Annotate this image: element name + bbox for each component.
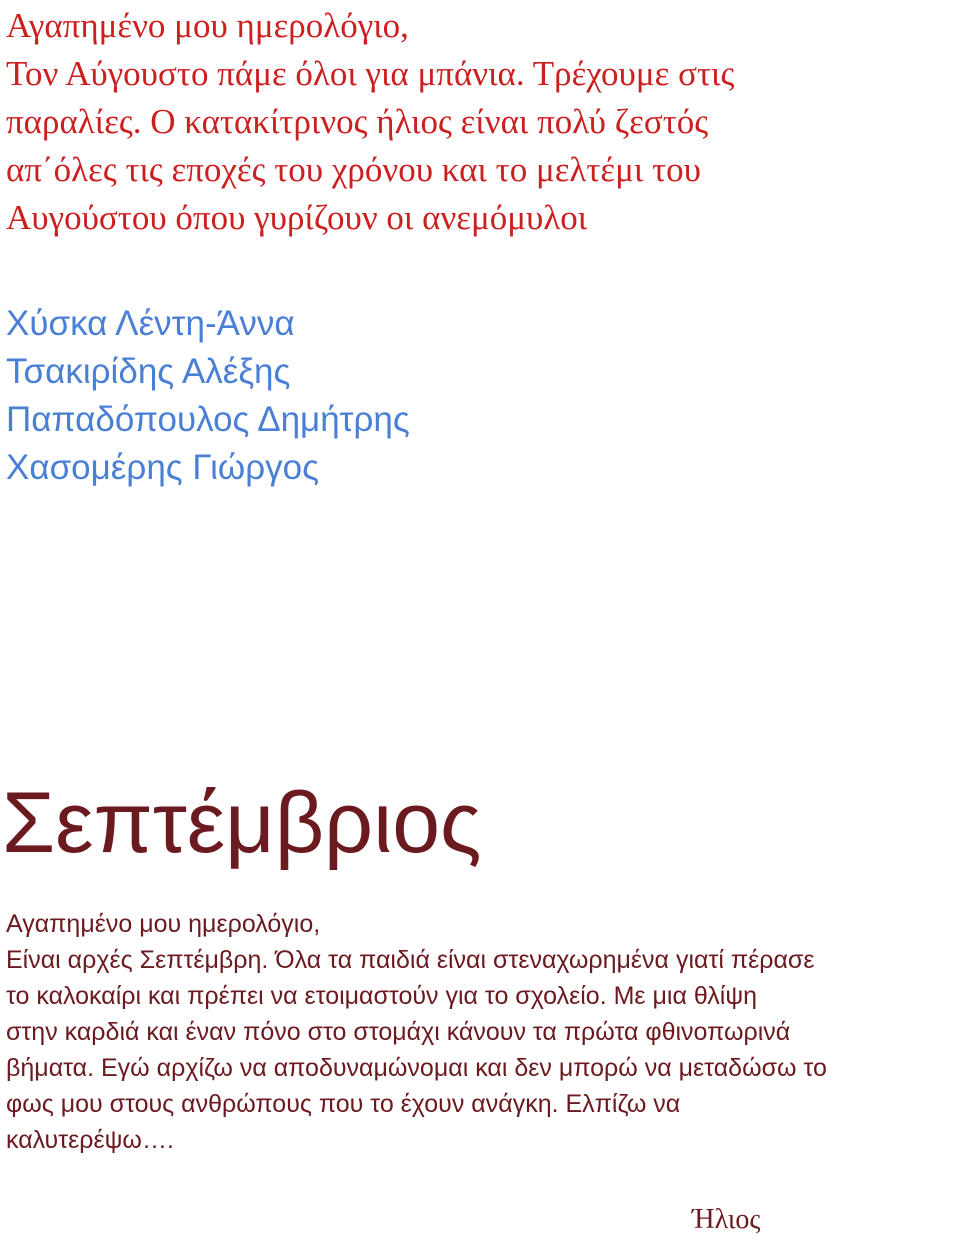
month-title: Σεπτέμβριος xyxy=(2,775,482,871)
september-line-1: Αγαπημένο μου ημερολόγιο, xyxy=(6,910,321,938)
author-name: Παπαδόπουλος Δημήτρης xyxy=(6,400,410,439)
august-line-3: παραλίες. Ο κατακίτρινος ήλιος είναι πολύ ζεστός xyxy=(6,102,709,141)
august-line-5: Αυγούστου όπου γυρίζουν οι ανεμόμυλοι xyxy=(6,198,588,237)
august-line-2: Τον Αύγουστο πάμε όλοι για μπάνια. Τρέχουμε στις xyxy=(6,54,735,93)
september-line-5: βήματα. Εγώ αρχίζω να αποδυναμώνομαι και δεν μπορώ να μεταδώσω το xyxy=(6,1054,827,1082)
august-line-4: απ΄όλες τις εποχές του χρόνου και το μελτέμι του xyxy=(6,150,701,189)
september-line-3: το καλοκαίρι και πρέπει να ετοιμαστούν για το σχολείο. Με μια θλίψη xyxy=(6,982,758,1010)
august-line-1: Αγαπημένο μου ημερολόγιο, xyxy=(6,6,409,45)
signature: Ήλιος xyxy=(692,1204,761,1235)
author-name: Τσακιρίδης Αλέξης xyxy=(6,352,291,391)
september-line-7: καλυτερέψω…. xyxy=(6,1126,174,1154)
september-line-4: στην καρδιά και έναν πόνο στο στομάχι κάνουν τα πρώτα φθινοπωρινά xyxy=(6,1018,791,1046)
september-line-2: Είναι αρχές Σεπτέμβρη. Όλα τα παιδιά είναι στεναχωρημένα γιατί πέρασε xyxy=(6,946,815,974)
author-name: Χασομέρης Γιώργος xyxy=(6,448,320,487)
author-name: Χύσκα Λέντη-Άννα xyxy=(6,304,295,343)
september-line-6: φως μου στους ανθρώπους που το έχουν ανάγκη. Ελπίζω να xyxy=(6,1090,681,1118)
